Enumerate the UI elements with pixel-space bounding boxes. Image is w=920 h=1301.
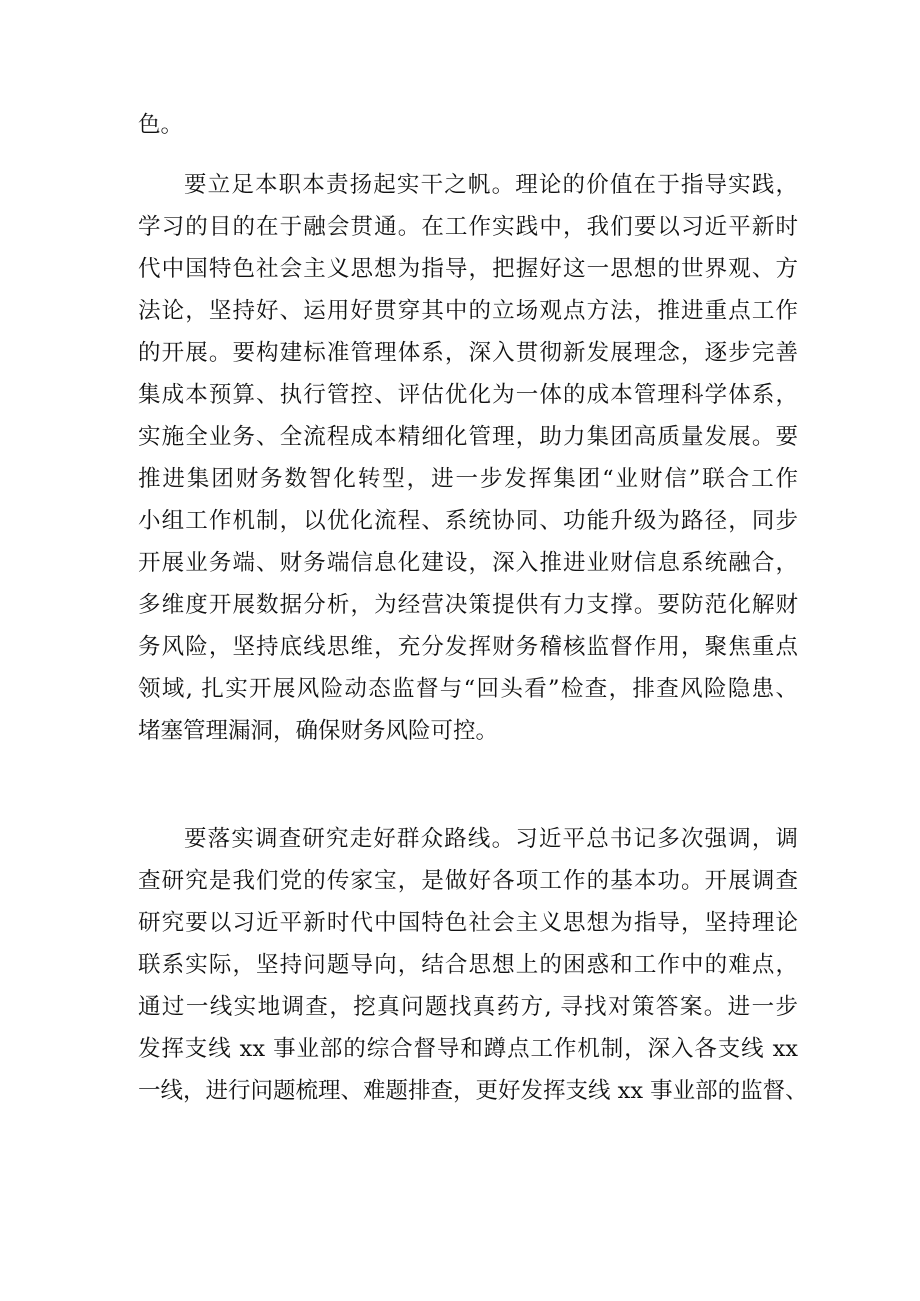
text-line: 研究要以习近平新时代中国特色社会主义思想为指导，坚持理论 [138,910,798,936]
text-line: 小组工作机制，以优化流程、系统协同、功能升级为路径，同步 [138,508,798,534]
text-line: 一线，进行问题梳理、难题排查，更好发挥支线 xx 事业部的监督、 [138,1078,808,1104]
text-line: 开展业务端、财务端信息化建设，深入推进业财信息系统融合， [138,550,798,576]
text-line: 学习的目的在于融会贯通。在工作实践中，我们要以习近平新时 [138,214,798,240]
text-line: 要立足本职本责扬起实干之帆。理论的价值在于指导实践， [184,172,798,198]
paragraph-practice [138,164,798,752]
text-line: 集成本预算、执行管控、评估优化为一体的成本管理科学体系， [138,382,798,408]
text-line: 查研究是我们党的传家宝，是做好各项工作的基本功。开展调查 [138,868,798,894]
paragraph-research [138,818,808,1112]
text-line: 要落实调查研究走好群众路线。习近平总书记多次强调，调 [184,826,798,852]
text-line: 务风险，坚持底线思维，充分发挥财务稽核监督作用，聚焦重点 [138,634,798,660]
text-line: 领域, 扎实开展风险动态监督与“回头看”检查，排查风险隐患、 [138,676,798,702]
text-line: 多维度开展数据分析，为经营决策提供有力支撑。要防范化解财 [138,592,798,618]
text-line: 通过一线实地调查，挖真问题找真药方, 寻找对策答案。进一步 [138,994,798,1020]
text-line: 实施全业务、全流程成本精细化管理，助力集团高质量发展。要 [138,424,798,450]
text-line: 发挥支线 xx 事业部的综合督导和蹲点工作机制，深入各支线 xx [138,1036,798,1062]
text-line: 色。 [138,112,184,138]
text-line: 法论，坚持好、运用好贯穿其中的立场观点方法，推进重点工作 [138,298,798,324]
text-line: 的开展。要构建标准管理体系，深入贯彻新发展理念，逐步完善 [138,340,798,366]
text-line: 代中国特色社会主义思想为指导，把握好这一思想的世界观、方 [138,256,798,282]
text-line: 推进集团财务数智化转型，进一步发挥集团“业财信”联合工作 [138,466,798,492]
text-line: 堵塞管理漏洞，确保财务风险可控。 [138,718,499,744]
paragraph-fragment [138,104,798,146]
text-line: 联系实际，坚持问题导向，结合思想上的困惑和工作中的难点， [138,952,798,978]
